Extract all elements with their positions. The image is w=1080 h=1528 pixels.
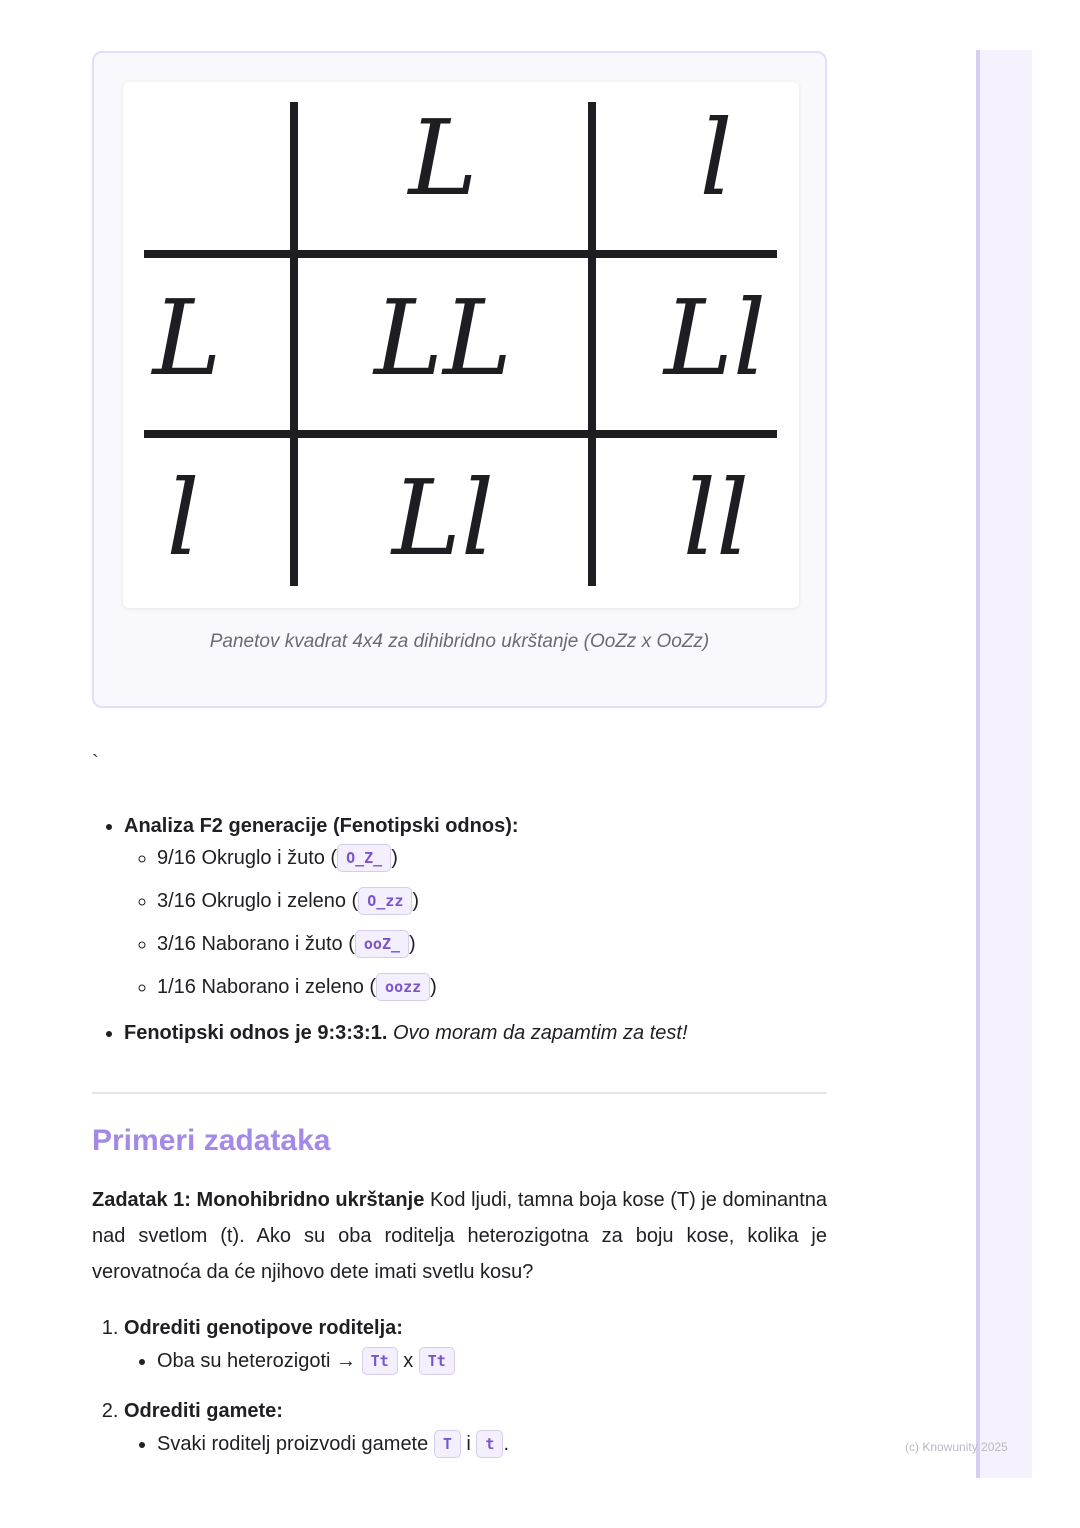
figure-caption: Panetov kvadrat 4x4 za dihibridno ukrštanje (OoZz x OoZz) [209,631,710,652]
step-item [124,1314,859,1375]
stray-backtick: ` [92,752,99,774]
genotype-code: Tt [362,1347,398,1375]
phenotype-item: ◦ 9/16 Okruglo i žuto ( O_Z_ ) [157,844,859,872]
task-title: Zadatak 1: Monohibridno ukrštanje [92,1189,425,1211]
step-item [124,1397,859,1458]
step-details [124,1430,859,1458]
genotype-code: Tt [419,1347,455,1375]
section-title: Primeri zadataka [92,1124,331,1157]
punnett-square-svg [123,82,799,608]
step-title: Odrediti genotipove roditelja: [124,1317,403,1339]
right-sidebar [976,50,1032,1478]
phenotype-list [124,844,859,1001]
step-details [124,1347,859,1375]
analysis-heading: Analiza F2 generacije (Fenotipski odnos): [124,815,519,837]
ratio-note: Ovo moram da zapamtim za test! [392,1022,688,1044]
cell-1-0: L [152,277,222,399]
phenotype-item: ◦ 3/16 Naborano i žuto ( ooZ_ ) [157,930,859,958]
phenotype-item: ◦ 1/16 Naborano i zeleno ( oozz ) [157,973,859,1001]
punnett-square-image [123,82,799,608]
genotype-code: ooZ_ [355,930,409,958]
analysis-list [92,812,859,1047]
genotype-code: oozz [376,973,430,1001]
ratio-bold: Fenotipski odnos je 9:3:3:1. [124,1022,388,1044]
copyright: (c) Knowunity 2025 [905,1440,1008,1454]
cell-2-0: l [166,457,200,579]
genotype-code: O_Z_ [337,844,391,872]
cell-2-2: ll [682,457,750,579]
cell-0-1: L [408,97,478,219]
solution-steps [92,1314,859,1458]
cell-0-2: l [699,97,733,219]
section-divider [92,1092,827,1094]
genotype-code: O_zz [358,887,412,915]
cell-2-1: Ll [391,457,495,579]
cell-1-1: LL [373,277,513,399]
task-paragraph [92,1182,827,1290]
phenotype-item: ◦ 3/16 Okruglo i zeleno ( O_zz ) [157,887,859,915]
task-text: Kod ljudi, tamna boja kose (T) je dominantna nad svetlom (t). Ako su oba roditelja heterozigotna za boju kose, kolika je verovatnoća da će njihovo dete imati svetlu kosu? [92,1189,828,1283]
step-title: Odrediti gamete: [124,1400,283,1422]
gamete-code: T [434,1430,461,1458]
step-detail: • Svaki roditelj proizvodi gamete T i t . [157,1430,859,1458]
ratio-item [124,1019,859,1047]
analysis-item [124,812,859,1001]
gamete-code: t [476,1430,503,1458]
cell-1-2: Ll [663,277,767,399]
punnett-figure [92,51,827,708]
step-detail: • Oba su heterozigoti → Tt x Tt [157,1347,859,1375]
